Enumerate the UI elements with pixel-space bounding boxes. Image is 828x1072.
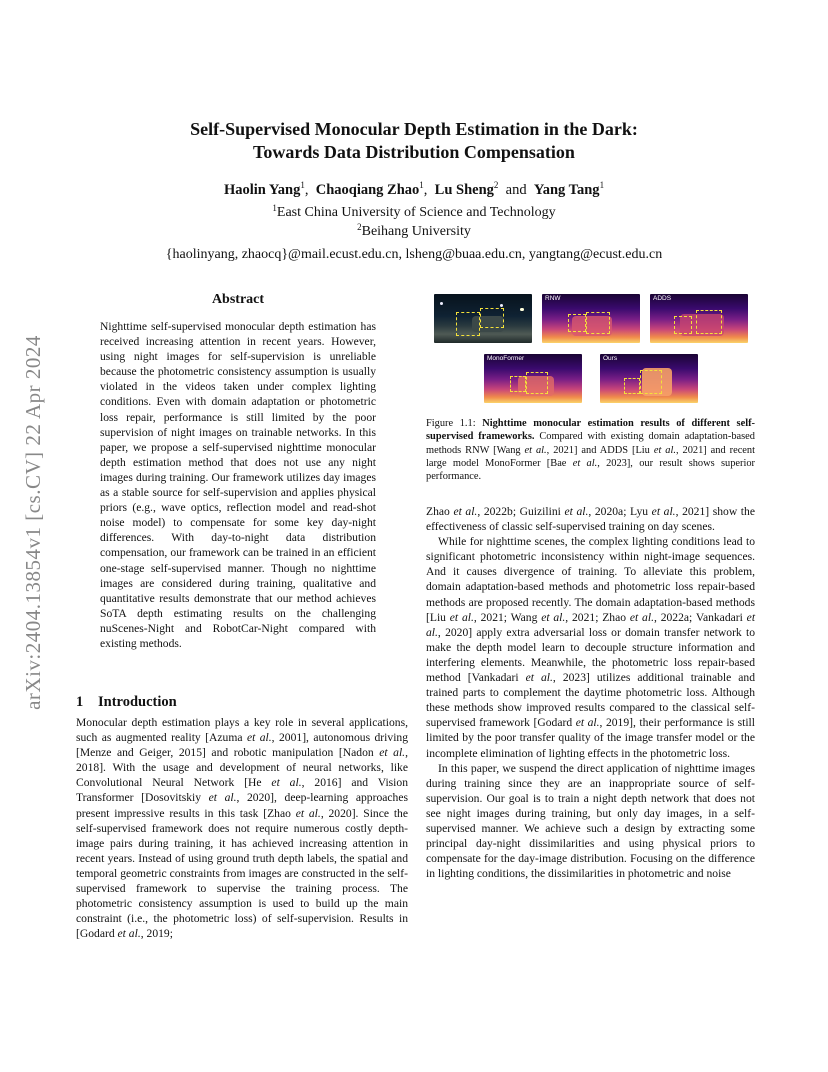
- author-and: and: [505, 182, 527, 198]
- highlight-box: [456, 312, 480, 336]
- italic-text: et al.: [653, 444, 676, 456]
- figure-panel-input-image: [434, 294, 532, 343]
- abstract-text: Nighttime self-supervised monocular depth estimation has received increasing attention in recent years. However, using night images for self-supervision is unreliable because the photometric consistency assumption is usually violated in the videos taken under complex lighting conditions. Even with domain adaptation or photometric loss repair, performance is still limited by the poor supervision of night images on trainable networks. In this paper, we propose a self-supervised nighttime monocular depth estimation method that does not use any night images during training. Our framework utilizes day images as a stable source for self-supervision and applies physical priors (e.g., wave optics, reflection model and read-shot noise model) to compensate for some key day-night differences. With day-to-night data distribution compensation, our framework can be trained in an efficient one-stage self-supervised manner. Though no nighttime images are considered during training, qualitative and quantitative results demonstrate that our method achieves SoTA depth estimating results on the challenging nuScenes-Night and RobotCar-Night compared with existing methods.: [100, 320, 376, 650]
- paragraph: [426, 534, 755, 760]
- italic-text: et al.: [246, 731, 272, 745]
- author-list: [100, 181, 728, 199]
- italic-text: et al.: [575, 716, 600, 730]
- affiliation-2: [100, 223, 728, 241]
- affiliation-text: Beihang University: [361, 224, 471, 239]
- text-run: , 2022a; Vankadari: [653, 610, 747, 624]
- italic-text: et al.: [208, 791, 237, 805]
- text-run: , 2020], deep-learning approaches present impressive results in this task [Zhao: [76, 791, 408, 820]
- section-number: 1: [76, 694, 84, 710]
- text-run: , 2021] and ADDS [Liu: [546, 444, 654, 456]
- text-run: , 2019;: [140, 927, 173, 941]
- arxiv-stamp: [22, 282, 44, 762]
- paper-title: [120, 118, 708, 164]
- text-run: Compared with existing domain adaptation-based methods RNW [Wang: [426, 431, 755, 456]
- author-separator: ,: [304, 182, 309, 198]
- text-run: , 2001], autonomous driving [Menze and Geiger, 2015] and robotic manipulation [Nadon: [76, 731, 409, 760]
- text-run: , 2023], our result shows superior performance.: [426, 457, 756, 483]
- highlight-box: [640, 370, 662, 394]
- text-run: , 2018]. With the usage and development of neural networks, like Convolutional Neural Network [He: [76, 746, 408, 790]
- italic-text: et al.: [524, 444, 547, 456]
- text-run: , 2021; Zhao: [565, 610, 630, 624]
- text-run: While for nighttime scenes, the complex lighting conditions lead to significant photometric inconsistency within night-image sequences. And it causes divergence of training. To alleviate this problem, domain adaptation-based methods and photometric loss repair-based methods are proposed recently. The domain adaptation-based methods [Liu: [426, 535, 755, 624]
- text-run: , 2020a; Lyu: [588, 505, 652, 518]
- affiliation-num: 2: [357, 222, 362, 232]
- paragraph: [76, 715, 408, 941]
- author-name: Chaoqiang Zhao: [315, 182, 420, 198]
- highlight-box: [526, 372, 548, 394]
- text-run: , 2021] and recent large model MonoFormer [Bae: [426, 444, 756, 469]
- italic-text: et al.: [525, 671, 553, 685]
- panel-label: MonoFormer: [487, 355, 525, 362]
- text-run: , 2020]. Since the self-supervised framework does not require numerous costly depth-image pairs during training, it has achieved increasing attention in recent years. Instead of using ground truth depth labels, the spatial and temporal geometric constraints from images are constructed in the self-supervised framework to supervise the training process. The photometric consistency assumption is used to build up the main constraint (i.e., the photometric loss) of self-supervision. Results in [Godard: [76, 806, 408, 941]
- figure-1-1: [432, 292, 752, 410]
- text-run: , 2021; Wang: [473, 610, 542, 624]
- highlight-box: [510, 376, 526, 392]
- paragraph-continuation: [426, 504, 755, 534]
- panel-label: ADDS: [653, 295, 672, 302]
- highlight-box: [624, 378, 640, 394]
- highlight-box: [674, 316, 692, 334]
- text-run: In this paper, we suspend the direct application of nighttime images during training since they are an inappropriate source of self-supervision. Our goal is to train a night depth network that does not see night images during training, but only day images, in a self-supervised manner. We achieve such a design by extracting some principal day-night dissimilarities and using physical priors to compensate for the day-image distribution. Focusing on the difference in lighting conditions, the dissimilarities in photometric and noise: [426, 761, 755, 881]
- author-affil-num: 1: [300, 180, 305, 190]
- italic-text: et al.: [541, 610, 566, 624]
- author-name: Haolin Yang: [223, 182, 301, 198]
- title-line-1: Self-Supervised Monocular Depth Estimation in the Dark:: [190, 119, 638, 139]
- highlight-box: [586, 312, 610, 334]
- affiliation-text: East China University of Science and Technology: [276, 205, 556, 220]
- affiliation-num: 1: [272, 203, 277, 213]
- author-emails: {haolinyang, zhaocq}@mail.ecust.edu.cn, lsheng@buaa.edu.cn, yangtang@ecust.edu.cn: [165, 247, 663, 262]
- author-name: Lu Sheng: [434, 182, 494, 198]
- title-line-2: Towards Data Distribution Compensation: [253, 142, 575, 162]
- text-run: Figure 1.1:: [426, 418, 483, 429]
- italic-text: et al.: [379, 746, 406, 760]
- italic-text: et al.: [117, 927, 141, 941]
- panel-label: Ours: [603, 355, 618, 362]
- section-title: Introduction: [98, 694, 177, 710]
- author-affil-num: 1: [419, 180, 424, 190]
- text-run: Monocular depth estimation plays a key role in several applications, such as augmented reality [Azuma: [76, 716, 408, 745]
- paragraph: [426, 761, 755, 882]
- author-separator: ,: [423, 182, 428, 198]
- text-run: , 2020] apply extra adversarial loss or domain transfer network to make the depth model learn to decouple structure information and interfering elements. Meanwhile, the photometric loss repair-based method [Vankadari: [426, 625, 755, 685]
- arxiv-id: arXiv:2404.13854v1 [cs.CV] 22 Apr 2024: [20, 334, 45, 710]
- section-heading: [76, 694, 177, 711]
- italic-text: et al.: [572, 457, 598, 469]
- author-affil-num: 2: [493, 180, 499, 190]
- abstract-heading: Abstract: [211, 292, 265, 307]
- author-affil-num: 1: [599, 180, 605, 190]
- bold-text: Nighttime monocular estimation results of different self-supervised frameworks.: [426, 418, 756, 443]
- italic-text: et al.: [295, 806, 321, 820]
- panel-label: RNW: [545, 295, 561, 302]
- text-run: , 2023] utilizes additional trainable and trained parts to complement the daytime photometric loss. Although these methods show improved results compared to the classical self-supervised framework [Godard: [426, 671, 755, 730]
- intro-paragraph-1: [76, 715, 408, 941]
- figure-panel-adds: [650, 294, 748, 343]
- text-run: , 2019], their performance is still limited by the poor transfer quality of the image transfer model or the incomplete elimination of lighting effects in the photometric loss.: [426, 716, 755, 760]
- italic-text: et al.: [449, 610, 474, 624]
- text-run: Zhao: [426, 505, 454, 518]
- figure-panel-ours: [600, 354, 698, 403]
- highlight-box: [568, 314, 586, 332]
- text-run: , 2016] and Vision Transformer [Dosovitskiy: [76, 776, 408, 805]
- text-run: , 2022b; Guizilini: [477, 505, 565, 518]
- italic-text: et al.: [564, 505, 589, 518]
- italic-text: et al.: [271, 776, 302, 790]
- figure-caption: [426, 417, 755, 483]
- figure-panel-monoformer: [484, 354, 582, 403]
- italic-text: et al.: [426, 610, 756, 639]
- text-run: , 2021] show the effectiveness of classic self-supervised training on day scenes.: [426, 505, 755, 534]
- italic-text: et al.: [453, 505, 478, 518]
- right-column-text: [426, 504, 755, 881]
- highlight-box: [480, 308, 504, 328]
- highlight-box: [696, 310, 722, 334]
- affiliation-1: [100, 204, 728, 222]
- author-name: Yang Tang: [533, 182, 600, 198]
- figure-panel-rnw: [542, 294, 640, 343]
- italic-text: et al.: [629, 610, 654, 624]
- italic-text: et al.: [651, 505, 676, 518]
